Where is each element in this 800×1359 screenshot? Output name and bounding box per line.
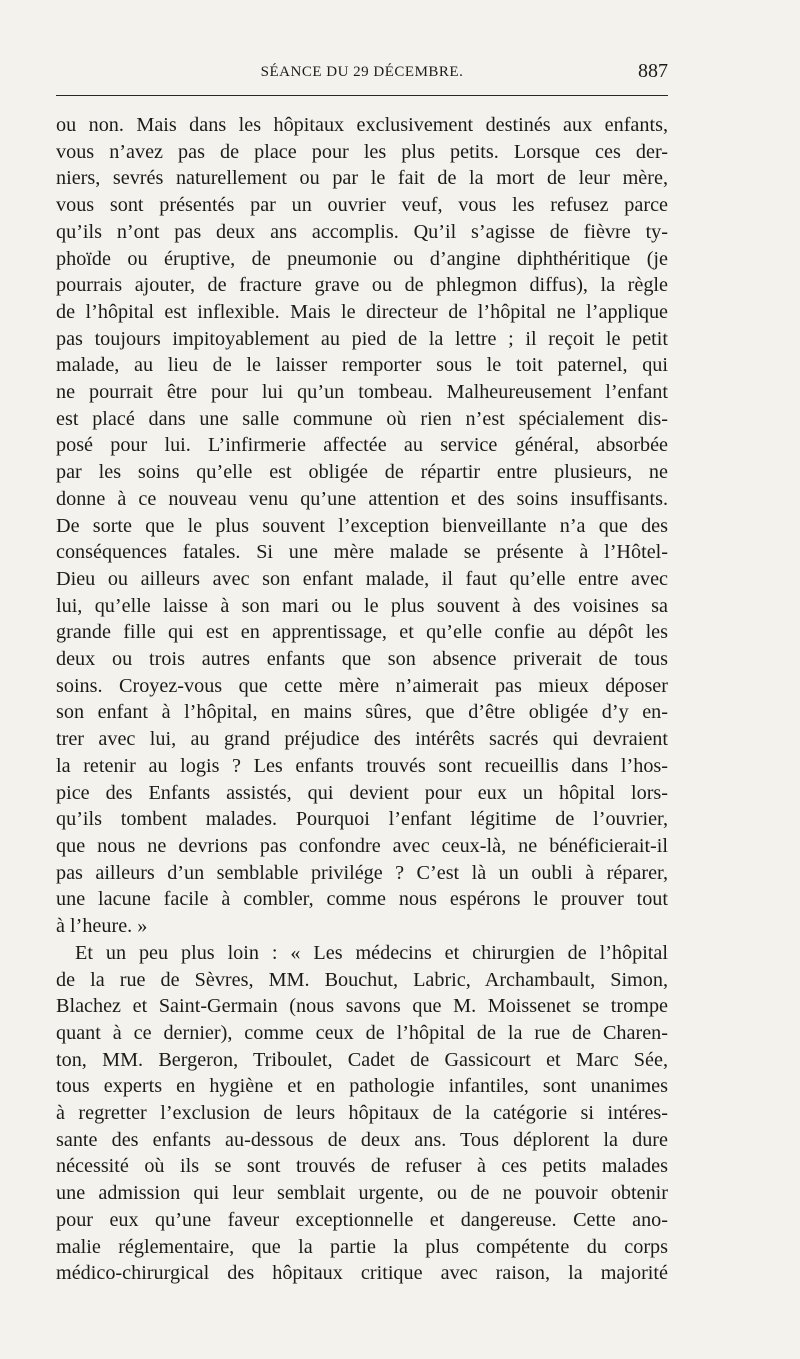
text-line: tous experts en hygiène et en pathologie infantiles, sont unanimes: [56, 1075, 668, 1098]
paragraph-end-line: à l’heure. »: [56, 915, 148, 938]
text-line: vous sont présentés par un ouvrier veuf, vous les refusez parce: [56, 194, 668, 217]
text-line: pas toujours impitoyablement au pied de la lettre ; il reçoit le petit: [56, 327, 668, 350]
text-line: nécessité où ils se sont trouvés de refuser à ces petits malades: [56, 1155, 668, 1178]
text-line: malade, au lieu de le laisser remporter sous le toit paternel, qui: [56, 354, 668, 377]
text-line: pas ailleurs d’un semblable privilége ? C’est là un oubli à réparer,: [56, 861, 668, 884]
text-line: trer avec lui, au grand préjudice des intérêts sacrés qui devraient: [56, 728, 668, 751]
text-line: la retenir au logis ? Les enfants trouvés sont recueillis dans l’hos-: [56, 754, 668, 777]
text-line: par les soins qu’elle est obligée de répartir entre plusieurs, ne: [56, 461, 668, 484]
paragraph-start-line: Et un peu plus loin : « Les médecins et chirurgien de l’hôpital: [75, 941, 668, 964]
text-line: médico-chirurgical des hôpitaux critique avec raison, la majorité: [56, 1262, 668, 1285]
text-line: Blachez et Saint-Germain (nous savons que M. Moissenet se trompe: [56, 995, 668, 1018]
text-line: à regretter l’exclusion de leurs hôpitaux de la catégorie si intéres-: [56, 1102, 668, 1125]
text-line: grande fille qui est en apprentissage, et qu’elle confie au dépôt les: [56, 621, 668, 644]
body-text: [56, 112, 668, 1287]
text-line: ne pourrait être pour lui qu’un tombeau. Malheureusement l’enfant: [56, 381, 668, 404]
text-line: une lacune facile à combler, comme nous espérons le prouver tout: [56, 888, 668, 911]
page-number: 887: [638, 60, 668, 82]
text-line: une admission qui leur semblait urgente, ou de ne pouvoir obtenir: [56, 1182, 668, 1205]
text-line: De sorte que le plus souvent l’exception bienveillante n’a que des: [56, 514, 668, 537]
text-line: ton, MM. Bergeron, Triboulet, Cadet de Gassicourt et Marc Sée,: [56, 1048, 668, 1071]
text-line: qu’ils n’ont pas deux ans accomplis. Qu’il s’agisse de fièvre ty-: [56, 220, 668, 243]
text-line: soins. Croyez-vous que cette mère n’aimerait pas mieux déposer: [56, 674, 668, 697]
text-line: sante des enfants au-dessous de deux ans. Tous déplorent la dure: [56, 1128, 668, 1151]
text-line: ou non. Mais dans les hôpitaux exclusivement destinés aux enfants,: [56, 114, 668, 136]
text-line: son enfant à l’hôpital, en mains sûres, que d’être obligée d’y en-: [56, 701, 668, 724]
text-line: qu’ils tombent malades. Pourquoi l’enfant légitime de l’ouvrier,: [56, 808, 668, 831]
text-line: conséquences fatales. Si une mère malade se présente à l’Hôtel-: [56, 541, 668, 564]
text-line: pourrais ajouter, de fracture grave ou de phlegmon diffus), la règle: [56, 274, 668, 297]
text-line: phoïde ou éruptive, de pneumonie ou d’angine diphthéritique (je: [56, 247, 668, 270]
text-line: deux ou trois autres enfants que son absence priverait de tous: [56, 648, 668, 671]
text-line: pour eux qu’une faveur exceptionnelle et dangereuse. Cette ano-: [56, 1208, 668, 1231]
running-title: SÉANCE DU 29 DÉCEMBRE.: [260, 64, 464, 80]
header-rule: [56, 95, 668, 96]
text-line: est placé dans une salle commune où rien n’est spécialement dis-: [56, 407, 668, 430]
text-line: de la rue de Sèvres, MM. Bouchut, Labric, Archambault, Simon,: [56, 968, 668, 991]
text-line: malie réglementaire, que la partie la plus compétente du corps: [56, 1235, 668, 1258]
text-line: donne à ce nouveau venu qu’une attention et des soins insuffisants.: [56, 487, 668, 510]
text-line: Dieu ou ailleurs avec son enfant malade, il faut qu’elle entre avec: [56, 567, 668, 590]
text-line: quant à ce dernier), comme ceux de l’hôpital de la rue de Charen-: [56, 1021, 668, 1044]
text-line: niers, sevrés naturellement ou par le fait de la mort de leur mère,: [56, 167, 668, 190]
text-line: posé pour lui. L’infirmerie affectée au service général, absorbée: [56, 434, 668, 457]
text-line: vous n’avez pas de place pour les plus petits. Lorsque ces der-: [56, 140, 668, 163]
text-line: que nous ne devrions pas confondre avec ceux-là, ne bénéficierait-il: [56, 834, 668, 857]
text-line: pice des Enfants assistés, qui devient pour eux un hôpital lors-: [56, 781, 668, 804]
text-line: de l’hôpital est inflexible. Mais le directeur de l’hôpital ne l’applique: [56, 300, 668, 323]
running-head: [56, 60, 668, 88]
text-line: lui, qu’elle laisse à son mari ou le plus souvent à des voisines sa: [56, 594, 668, 617]
